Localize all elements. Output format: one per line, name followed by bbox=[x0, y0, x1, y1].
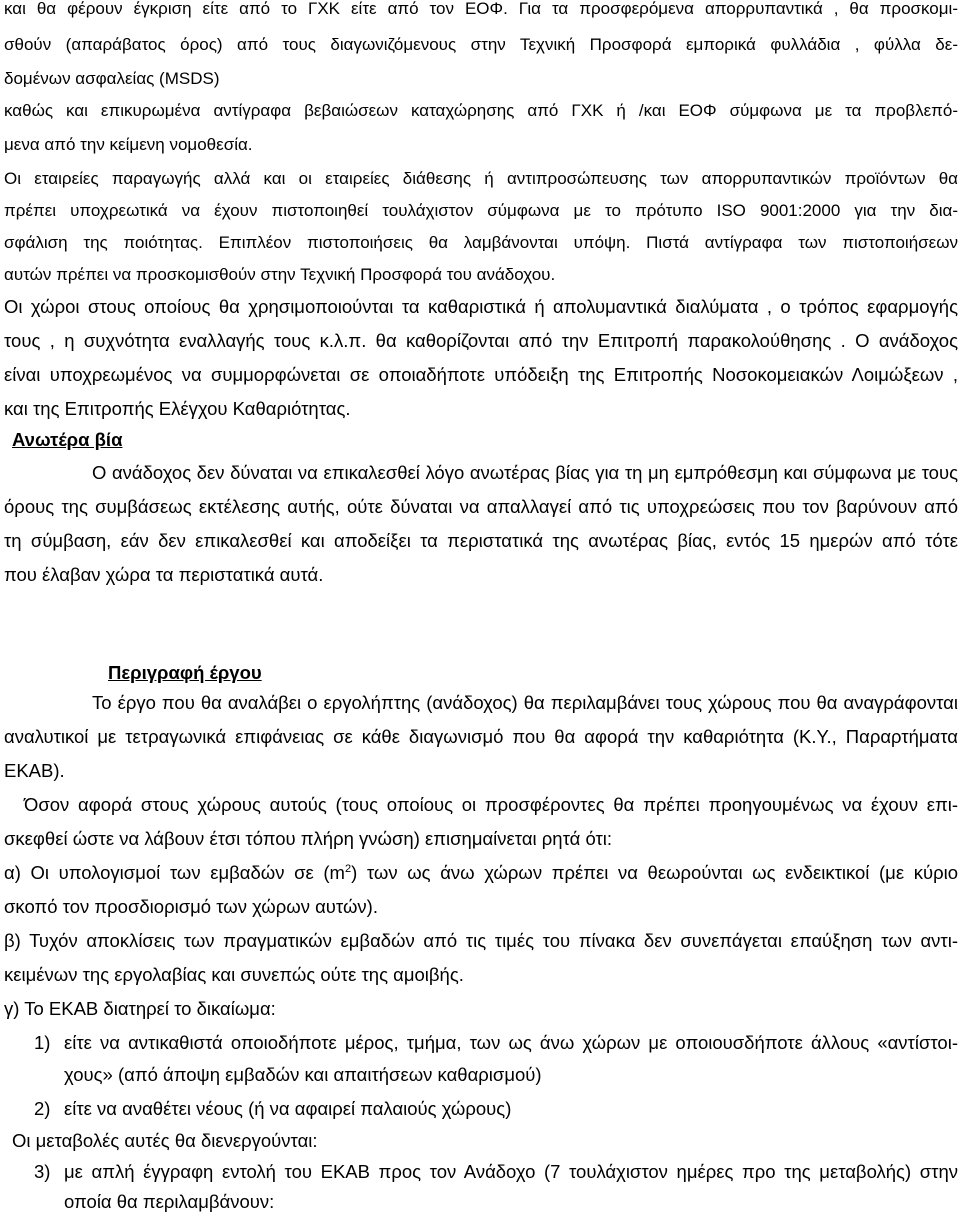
superscript: 2 bbox=[344, 862, 352, 875]
text-line: κειμένων της εργολαβίας και συνεπώς ούτε της αμοιβής. bbox=[4, 964, 464, 985]
list-number: 2) bbox=[34, 1098, 51, 1119]
text-line: είτε να αναθέτει νέους (ή να αφαιρεί παλαιούς χώρους) bbox=[64, 1098, 512, 1119]
text-line: μενα από την κείμενη νομοθεσία. bbox=[4, 135, 253, 154]
text-line: αυτών πρέπει να προσκομισθούν στην Τεχνική Προσφορά του ανάδοχου. bbox=[4, 265, 556, 284]
text-line: που έλαβαν χώρα τα περιστατικά αυτά. bbox=[4, 564, 324, 585]
text-line: Ο ανάδοχος δεν δύναται να επικαλεσθεί λόγο ανωτέρας βίας για τη μη εμπρόθεσμη και σύμφωνα με τους bbox=[92, 462, 958, 483]
text-line: τους , η συχνότητα εναλλαγής τους κ.λ.π. θα καθορίζονται από την Επιτροπή παρακολούθησης . Ο ανάδοχος bbox=[4, 330, 958, 351]
text-line: Οι χώροι στους οποίους θα χρησιμοποιούνται τα καθαριστικά ή απολυμαντικά διαλύματα , ο τρόπος εφαρμογής bbox=[4, 296, 958, 317]
text-line: ΕΚΑΒ). bbox=[4, 760, 65, 781]
text-line: οποία θα περιλαμβάνουν: bbox=[64, 1191, 275, 1212]
text-segment: α) Οι υπολογισμοί των εμβαδών σε (m bbox=[4, 862, 345, 883]
text-line: είναι υποχρεωμένος να συμμορφώνεται σε οποιαδήποτε υπόδειξη της Επιτροπής Νοσοκομειακών Λοιμώξεων , bbox=[4, 364, 958, 385]
text-line: σκεφθεί ώστε να λάβουν έτσι τόπου πλήρη γνώση) επισημαίνεται ρητά ότι: bbox=[4, 828, 613, 849]
text-line: σκοπό τον προσδιορισμό των χώρων αυτών). bbox=[4, 896, 378, 917]
list-number: 3) bbox=[34, 1161, 51, 1182]
section-heading: Περιγραφή έργου bbox=[108, 662, 262, 683]
text-line: τη σύμβαση, εάν δεν επικαλεσθεί και αποδείξει τα περιστατικά της ανωτέρας βίας, εντός 15 ημερών από τότε bbox=[4, 530, 958, 551]
text-line: αναλυτικοί με τετραγωνικά επιφάνειας σε κάθε διαγωνισμό που θα αφορά την καθαριότητα (Κ.Υ., Παραρτήματα bbox=[4, 726, 958, 747]
text-line: και της Επιτροπής Ελέγχου Καθαριότητας. bbox=[4, 398, 351, 419]
text-line: β) Τυχόν αποκλίσεις των πραγματικών εμβαδών από τις τιμές του πίνακα δεν συνεπάγεται επαύξηση των αντι- bbox=[4, 930, 958, 951]
text-line: είτε να αντικαθιστά οποιοδήποτε μέρος, τμήμα, των ως άνω χώρων με οποιουσδήποτε άλλους «αντίστοι- bbox=[64, 1032, 958, 1053]
text-line: όρους της συμβάσεως εκτέλεσης αυτής, ούτε δύναται να απαλλαγεί από τις υποχρεώσεις που τον βαρύνουν από bbox=[4, 496, 958, 517]
text-line: σφάλιση της ποιότητας. Επιπλέον πιστοποιήσεις θα λαμβάνονται υπόψη. Πιστά αντίγραφα των πιστοποιήσεων bbox=[4, 233, 958, 252]
text-line: Όσον αφορά στους χώρους αυτούς (τους οποίους οι προσφέροντες θα πρέπει προηγουμένως να έχουν επι- bbox=[24, 794, 958, 815]
text-line: γ) Το ΕΚΑΒ διατηρεί το δικαίωμα: bbox=[4, 998, 276, 1019]
list-number: 1) bbox=[34, 1032, 51, 1053]
text-line: με απλή έγγραφη εντολή του ΕΚΑΒ προς τον Ανάδοχο (7 τουλάχιστον ημέρες προ της μεταβολής) στην bbox=[64, 1161, 958, 1182]
text-line: και θα φέρουν έγκριση είτε από το ΓΧΚ είτε από τον ΕΟΦ. Για τα προσφερόμενα απορρυπαντικά , θα προσκομι- bbox=[4, 0, 958, 18]
text-line: πρέπει υποχρεωτικά να έχουν πιστοποιηθεί τουλάχιστον σύμφωνα με το πρότυπο ISO 9001:2000 για την δια- bbox=[4, 201, 958, 220]
section-heading: Ανωτέρα βία bbox=[12, 429, 123, 450]
text-line: σθούν (απαράβατος όρος) από τους διαγωνιζόμενους στην Τεχνική Προσφορά εμπορικά φυλλάδια , φύλλα δε- bbox=[4, 35, 958, 54]
text-line: Οι μεταβολές αυτές θα διενεργούνται: bbox=[12, 1130, 318, 1151]
list-item-a bbox=[4, 862, 958, 884]
text-line: Το έργο που θα αναλάβει ο εργολήπτης (ανάδοχος) θα περιλαμβάνει τους χώρους που θα αναγράφονται bbox=[92, 692, 958, 713]
text-line: καθώς και επικυρωμένα αντίγραφα βεβαιώσεων καταχώρησης από ΓΧΚ ή /και ΕΟΦ σύμφωνα με τα προβλεπό- bbox=[4, 101, 958, 120]
text-line: δομένων ασφαλείας (MSDS) bbox=[4, 69, 220, 88]
text-line: Οι εταιρείες παραγωγής αλλά και οι εταιρείες διάθεσης ή αντιπροσώπευσης των απορρυπαντικών προϊόντων θα bbox=[4, 169, 958, 188]
text-line: χους» (από άποψη εμβαδών και απαιτήσεων καθαρισμού) bbox=[64, 1064, 542, 1085]
text-segment: ) των ως άνω χώρων πρέπει να θεωρούνται ως ενδεικτικοί (με κύριο bbox=[351, 862, 959, 883]
